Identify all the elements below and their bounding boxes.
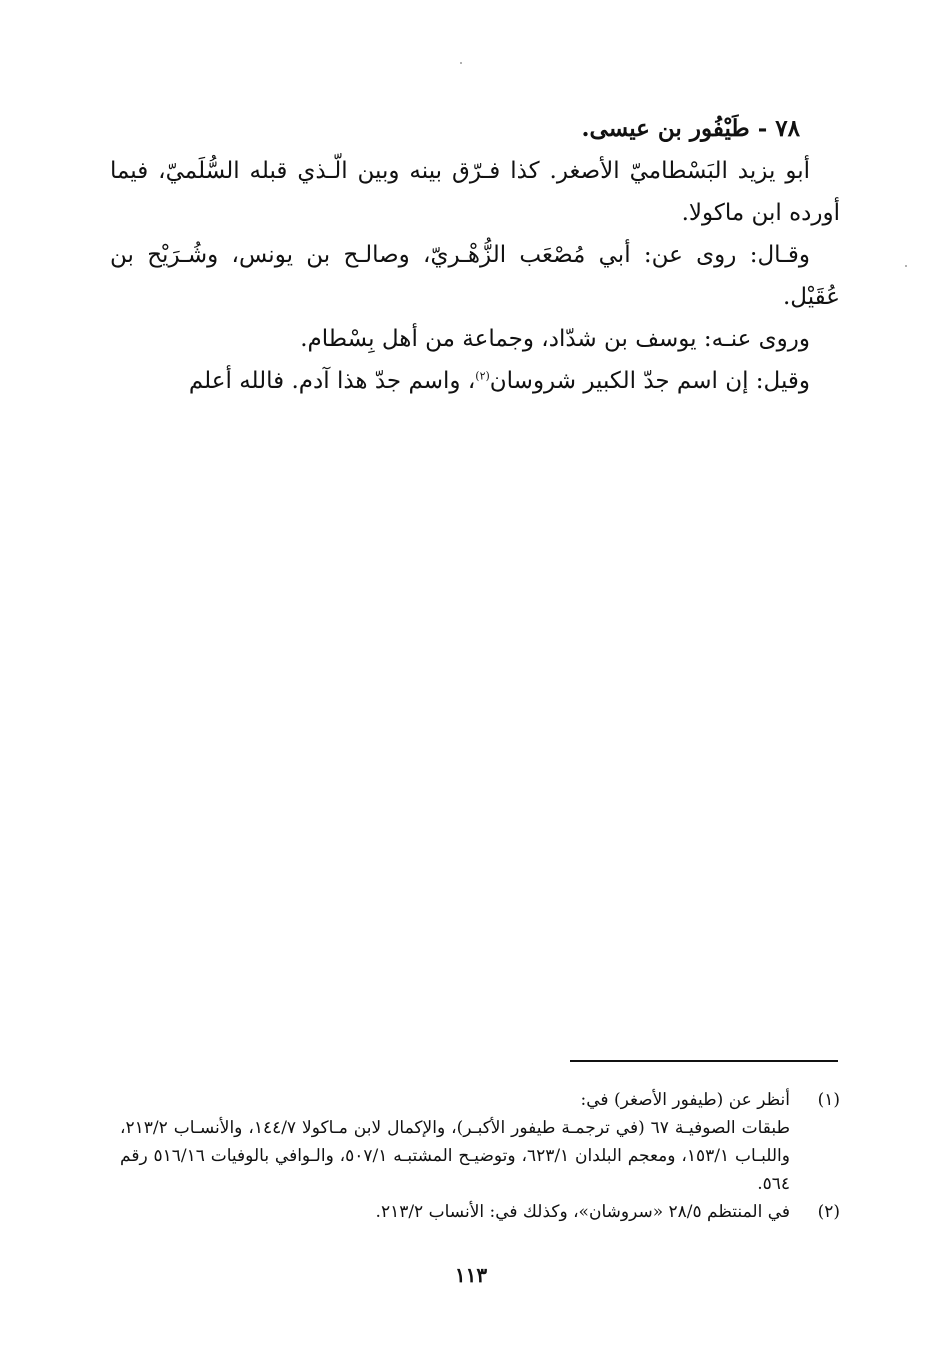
footnote-1-line-2: طبقات الصوفيـة ٦٧ (في ترجمـة طيفور الأكبـر)، والإكمال لابن مـاكولا ١٤٤/٧، والأنسـاب ٢١٣/٢، واللبـاب ١٥٣/١، ومعجم البلدان ٦٢٣/١، وتوضيـح المشتبـه ٥٠٧/١، والـوافي بالوفيات ٥١٦/١٦ رقم ٥٦٤. <box>120 1118 791 1194</box>
footnote-2-number: (٢) <box>817 1202 840 1222</box>
main-text <box>110 108 840 402</box>
page-number: ١١٣ <box>454 1263 488 1287</box>
footnote-1-body <box>120 1086 790 1198</box>
footnote-2 <box>120 1198 840 1226</box>
scan-speck <box>905 265 907 267</box>
entry-number: ٧٨ - <box>757 115 800 142</box>
entry-title: طَيْفُور بن عيسى. <box>581 115 750 142</box>
footnote-2-line-1: في المنتظم ٢٨/٥ «سروشان»، وكذلك في: الأنساب ٢١٣/٢. <box>375 1202 790 1222</box>
paragraph-1: أبو يزيد البَسْطاميّ الأصغر. كذا فـرّق بينه وبين الّـذي قبله السُّلَميّ، فيما أورده ابن ماكولا. <box>110 158 840 226</box>
paragraph-4 <box>110 360 840 402</box>
footnote-2-body <box>120 1198 790 1226</box>
footnote-1 <box>120 1086 840 1198</box>
paragraph-4-end: ، واسم جدّ هذا آدم. فالله أعلم <box>188 368 476 394</box>
paragraph-4-start: وقيل: إن اسم جدّ الكبير شروسان <box>489 368 810 394</box>
footnotes <box>120 1086 840 1226</box>
footnote-divider <box>570 1060 838 1062</box>
paragraph-3: وروى عنـه: يوسف بن شدّاد، وجماعة من أهل بِسْطام. <box>300 326 810 352</box>
footnote-1-number: (١) <box>817 1090 840 1110</box>
footnote-ref-2: (٢) <box>475 369 490 383</box>
footnote-1-line-1: أنظر عن (طيفور الأصغر) في: <box>580 1090 790 1110</box>
entry-heading <box>110 108 840 150</box>
scan-speck <box>460 62 462 64</box>
paragraph-2: وقـال: روى عن: أبي مُصْعَب الزُّهْـريّ، وصالـح بن يونس، وشُـرَيْح بن عُقَيْل. <box>110 242 840 310</box>
